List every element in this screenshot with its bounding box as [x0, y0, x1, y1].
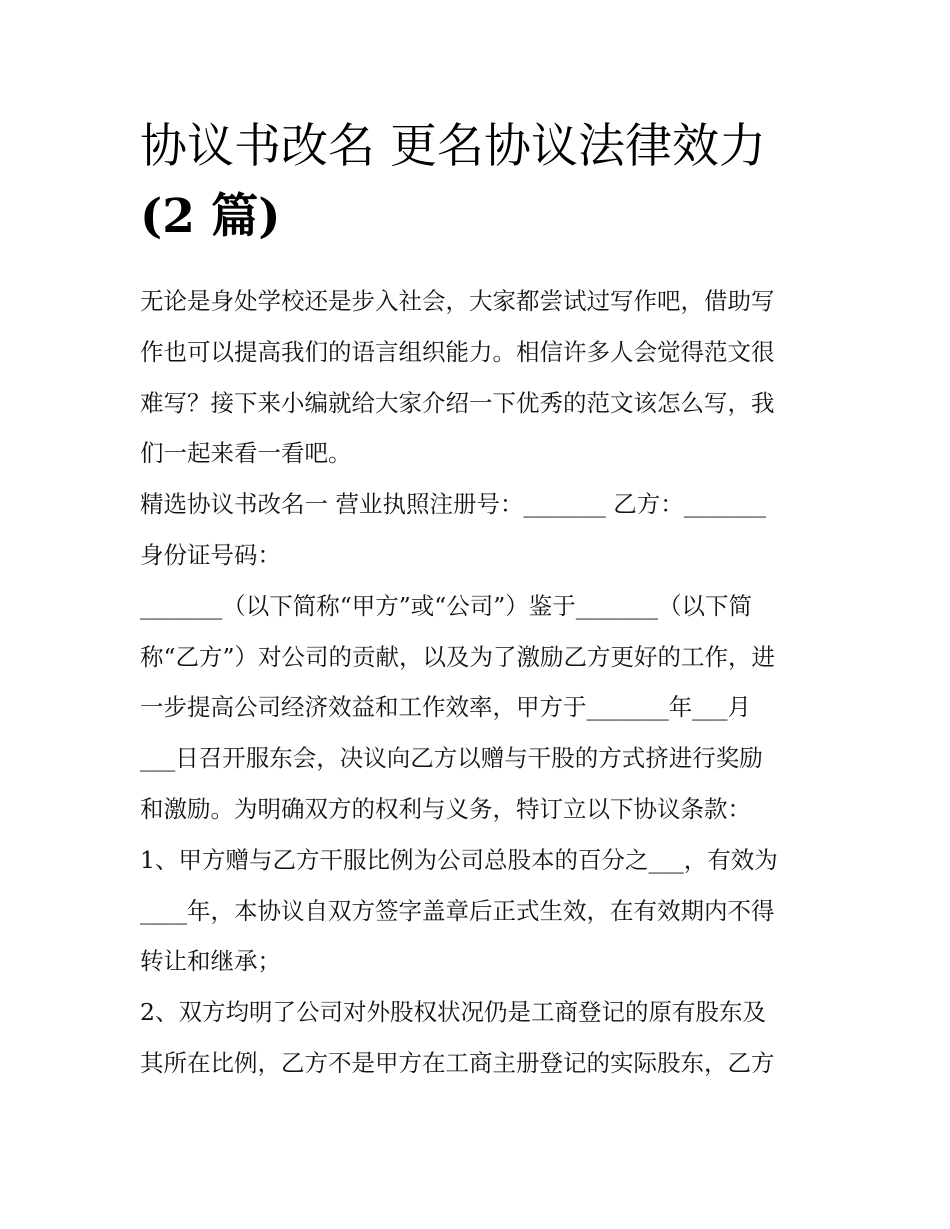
- body-line: 1、甲方赠与乙方干服比例为公司总股本的百分之___，有效为: [140, 845, 778, 874]
- body-line: 2、双方均明了公司对外股权状况仍是工商登记的原有股东及: [140, 998, 766, 1027]
- document-title: [140, 112, 820, 252]
- body-line: 称“乙方”）对公司的贡献，以及为了激励乙方更好的工作，进: [140, 642, 776, 671]
- body-line: 身份证号码：: [140, 540, 281, 569]
- body-line: ____年，本协议自双方签字盖章后正式生效，在有效期内不得: [140, 896, 775, 925]
- body-line: ___日召开服东会，决议向乙方以赠与干股的方式挤进行奖励: [140, 744, 763, 773]
- body-line: 作也可以提高我们的语言组织能力。相信许多人会觉得范文很: [140, 337, 775, 366]
- title-line-2: (2 篇): [140, 189, 281, 244]
- body-line: 转让和继承；: [140, 947, 281, 976]
- body-line: 难写？接下来小编就给大家介绍一下优秀的范文该怎么写，我: [140, 388, 775, 417]
- body-line: 无论是身处学校还是步入社会，大家都尝试过写作吧，借助写: [140, 287, 775, 315]
- body-line: 一步提高公司经济效益和工作效率，甲方于_______年___月: [140, 693, 751, 722]
- body-line: _______（以下简称“甲方”或“公司”）鉴于_______（以下简: [140, 591, 753, 620]
- document-body: [140, 276, 820, 1089]
- body-line: 们一起来看一看吧。: [140, 439, 352, 468]
- body-line: 其所在比例，乙方不是甲方在工商主册登记的实际股东，乙方: [140, 1048, 775, 1077]
- body-line: 和激励。为明确双方的权利与义务，特订立以下协议条款：: [140, 794, 751, 823]
- body-line: 精选协议书改名一 营业执照注册号：_______ 乙方：_______: [140, 490, 766, 519]
- title-line-1: 协议书改名 更名协议法律效力: [140, 119, 766, 174]
